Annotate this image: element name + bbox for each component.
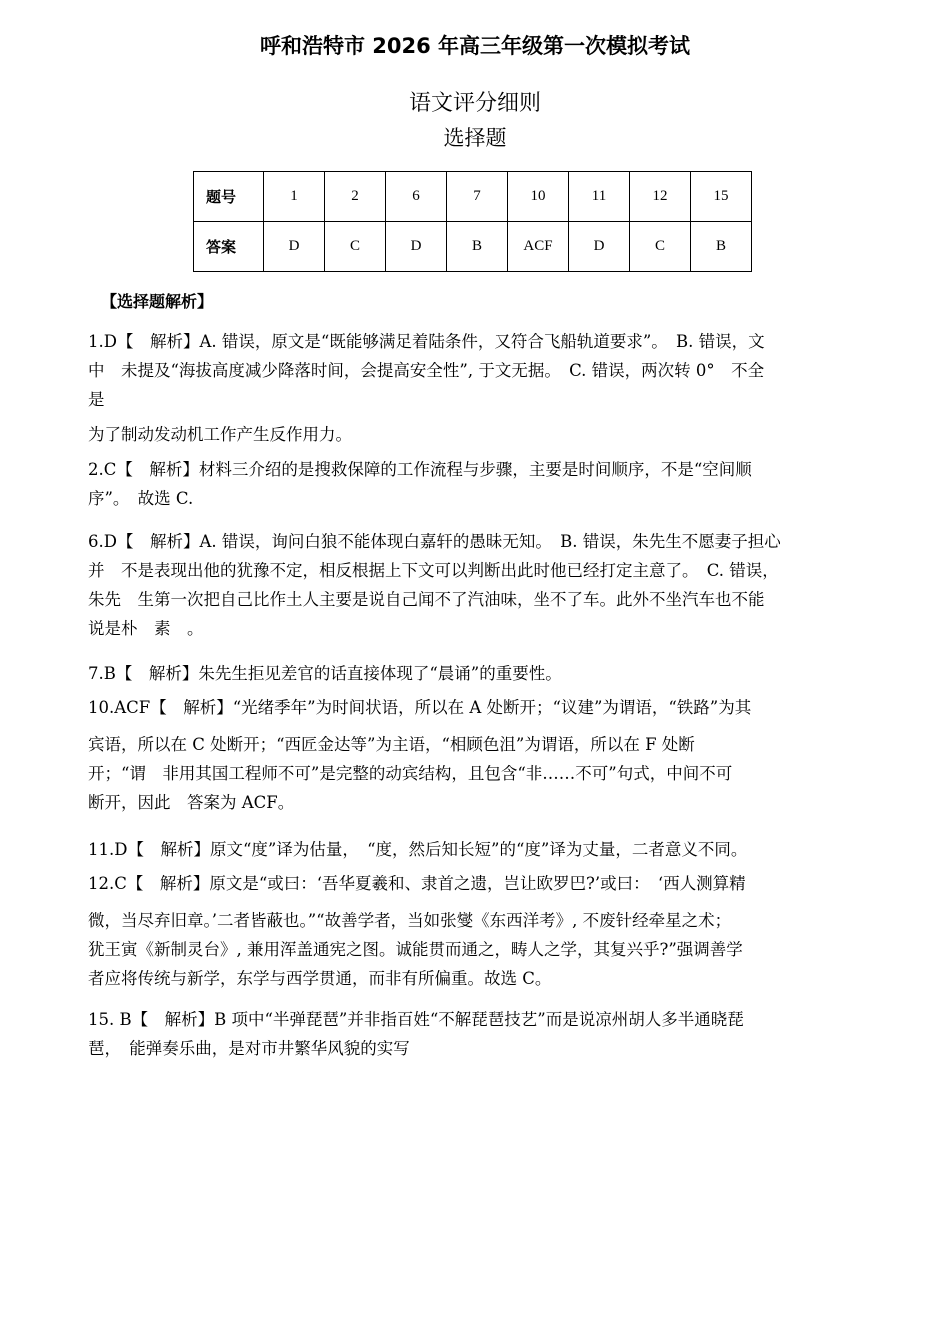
row-label-question: 题号	[194, 172, 264, 222]
document-subtitle: 语文评分细则	[408, 91, 541, 116]
question-number: 6	[386, 172, 447, 222]
question-number: 11	[569, 172, 630, 222]
analysis-heading: 【选择题解析】	[101, 292, 214, 311]
question-number: 12	[630, 172, 691, 222]
analysis-paragraph-q10	[88, 693, 888, 722]
analysis-paragraph-q1-cont	[88, 420, 888, 449]
text-line: 是	[88, 390, 105, 409]
row-label-answer: 答案	[194, 222, 264, 272]
analysis-paragraph-q12	[88, 869, 888, 898]
text-line: 并 不是表现出他的犹豫不定，相反根据上下文可以判断出此时他已经打定主意了。 C. 错误，	[88, 561, 779, 580]
text-line: 断开，因此 答案为 ACF。	[88, 793, 295, 812]
text-line: 犹王寅《新制灵台》, 兼用浑盖通宪之图。诚能贯而通之，畴人之学，其复兴乎?”强调善学	[88, 940, 743, 959]
text-line: 朱先 生第一次把自己比作土人主要是说自己闻不了汽油味，坐不了车。此外不坐汽车也不能	[88, 590, 765, 609]
text-line: 开；“谓 非用其国工程师不可”是完整的动宾结构，且包含“非……不可”句式，中间不可	[88, 764, 733, 783]
text-line: 6.D【 解析】A. 错误，询问白狼不能体现白嘉轩的愚昧无知。 B. 错误，朱先生不愿妻子担心	[88, 532, 781, 551]
answer-cell: D	[386, 222, 447, 272]
answer-cell: C	[630, 222, 691, 272]
text-line: 微，当尽弃旧章。’二者皆蔽也。”“故善学者，当如张燮《东西洋考》, 不废针经牵星之术；	[88, 911, 732, 930]
text-line: 中 未提及“海拔高度减少降落时间，会提高安全性”, 于文无据。 C. 错误，两次转 0° 不全	[88, 361, 765, 380]
answer-cell: C	[325, 222, 386, 272]
analysis-paragraph-q7	[88, 659, 888, 688]
text-line: 11.D【 解析】原文“度”译为估量， “度，然后知长短”的“度”译为丈量，二者意义不同。	[88, 840, 748, 859]
analysis-paragraph-q12-cont	[88, 906, 888, 993]
answer-table	[193, 171, 752, 272]
analysis-paragraph-q15	[88, 1005, 888, 1063]
question-number: 2	[325, 172, 386, 222]
text-line: 为了制动发动机工作产生反作用力。	[88, 425, 352, 444]
analysis-paragraph-q11	[88, 835, 888, 864]
text-line: 7.B【 解析】朱先生拒见差官的话直接体现了“晨诵”的重要性。	[88, 664, 562, 683]
answer-cell: D	[569, 222, 630, 272]
analysis-paragraph-q6	[88, 527, 888, 643]
text-line: 说是朴 素 。	[88, 619, 204, 638]
text-line: 序”。 故选 C.	[88, 489, 194, 508]
question-number: 10	[508, 172, 569, 222]
answer-row	[194, 222, 752, 272]
text-line: 宾语，所以在 C 处断开；“西匠金达等”为主语，“相顾色沮”为谓语，所以在 F 处断	[88, 735, 695, 754]
text-line: 15. B【 解析】B 项中“半弹琵琶”并非指百姓“不解琵琶技艺”而是说凉州胡人多半通晓琵	[88, 1010, 744, 1029]
answer-cell: D	[264, 222, 325, 272]
question-number: 1	[264, 172, 325, 222]
analysis-paragraph-q2	[88, 455, 888, 513]
section-title: 选择题	[443, 126, 507, 150]
text-line: 12.C【 解析】原文是“或曰：‘吾华夏羲和、隶首之遗，岂让欧罗巴?’或曰： ‘西人测算精	[88, 874, 746, 893]
answer-cell: B	[691, 222, 752, 272]
text-line: 者应将传统与新学，东学与西学贯通，而非有所偏重。故选 C。	[88, 969, 552, 988]
question-number: 7	[447, 172, 508, 222]
analysis-paragraph-q1	[88, 327, 888, 414]
answer-cell: B	[447, 222, 508, 272]
text-line: 琶， 能弹奏乐曲，是对市井繁华风貌的实写	[88, 1039, 410, 1058]
text-line: 2.C【 解析】材料三介绍的是搜救保障的工作流程与步骤，主要是时间顺序，不是“空间顺	[88, 460, 752, 479]
page-title: 呼和浩特市 2026 年高三年级第一次模拟考试	[259, 34, 691, 58]
analysis-paragraph-q10-cont	[88, 730, 888, 817]
question-number: 15	[691, 172, 752, 222]
text-line: 10.ACF【 解析】“光绪季年”为时间状语，所以在 A 处断开；“议建”为谓语，“铁路”为其	[88, 698, 752, 717]
answer-cell: ACF	[508, 222, 569, 272]
text-line: 1.D【 解析】A. 错误，原文是“既能够满足着陆条件，又符合飞船轨道要求”。 B. 错误，文	[88, 332, 765, 351]
question-row	[194, 172, 752, 222]
